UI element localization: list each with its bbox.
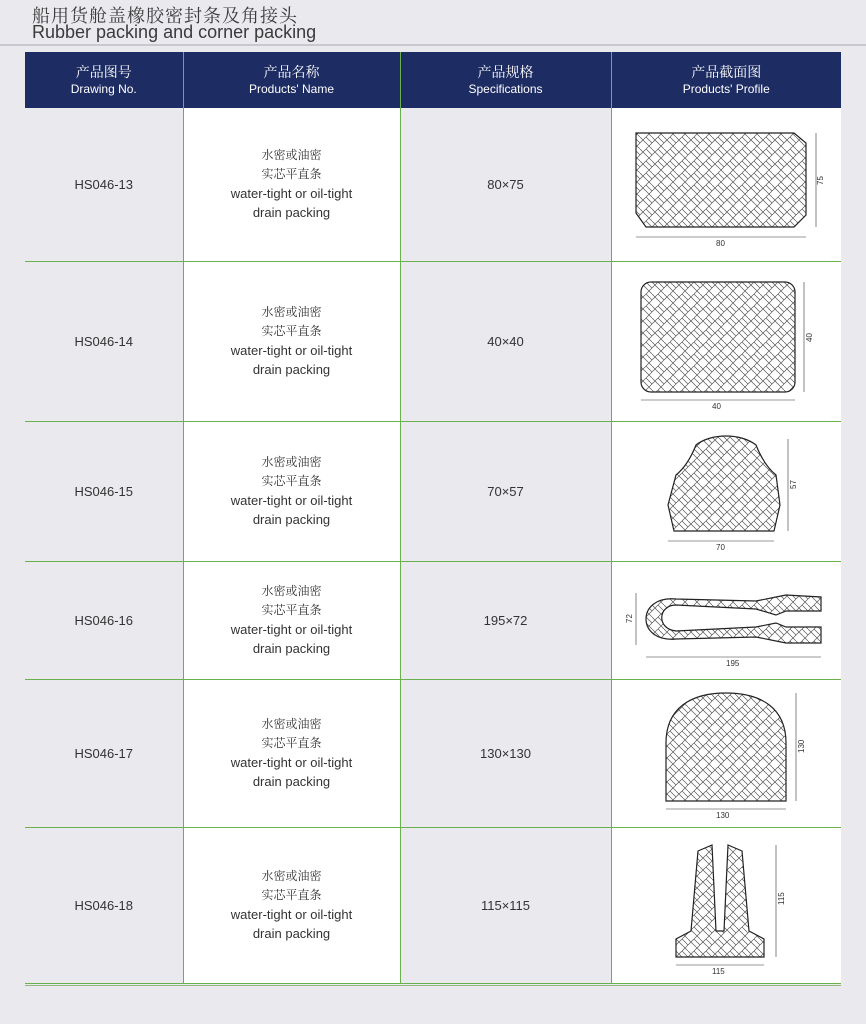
product-name-en: drain packing [252, 774, 331, 789]
drawing-number: HS046-15 [25, 421, 183, 561]
product-name [183, 827, 400, 983]
drawing-number: HS046-17 [25, 679, 183, 827]
product-name-en: water-tight or oil-tight [230, 493, 353, 508]
profile-drawing [611, 261, 841, 421]
product-name-en: drain packing [252, 926, 331, 941]
product-name-en: water-tight or oil-tight [230, 186, 353, 202]
column-header-en: Drawing No. [70, 81, 137, 96]
table-row [25, 261, 841, 421]
dimension-width: 115 [712, 966, 726, 976]
product-name [183, 561, 400, 679]
dimension-width: 195 [726, 658, 740, 668]
specification: 130×130 [400, 679, 611, 827]
dimension-width: 130 [716, 810, 730, 820]
product-name-cn: 实芯平直条 [261, 167, 322, 182]
column-header-cn: 产品图号 [75, 64, 132, 81]
dimension-height: 57 [789, 479, 799, 489]
product-name-cn: 水密或油密 [261, 869, 322, 883]
profile-drawing [611, 679, 841, 827]
column-header-cn: 产品截面图 [691, 64, 762, 81]
product-name-en: drain packing [252, 641, 331, 656]
product-name-en: water-tight or oil-tight [230, 343, 353, 358]
product-name [183, 679, 400, 827]
drawing-number: HS046-18 [25, 827, 183, 983]
product-name-en: water-tight or oil-tight [230, 622, 353, 637]
product-name-en: drain packing [252, 512, 331, 527]
table-row [25, 827, 841, 983]
specification: 80×75 [400, 108, 611, 261]
dimension-width: 40 [712, 401, 722, 410]
dimension-height: 40 [805, 332, 815, 342]
drawing-number: HS046-16 [25, 561, 183, 679]
page-title-en: Rubber packing and corner packing [32, 22, 317, 42]
column-header-drawing-no [25, 52, 183, 108]
product-name-cn: 实芯平直条 [261, 603, 322, 617]
product-name-cn: 实芯平直条 [261, 888, 322, 902]
column-header-specifications [400, 52, 611, 108]
specification: 40×40 [400, 261, 611, 421]
profile-drawing [611, 561, 841, 679]
specification: 70×57 [400, 421, 611, 561]
product-name-cn: 实芯平直条 [261, 736, 322, 750]
product-name-cn: 实芯平直条 [261, 324, 322, 338]
dimension-height: 72 [625, 613, 635, 623]
product-name-en: water-tight or oil-tight [230, 907, 353, 922]
product-name-en: drain packing [252, 362, 331, 377]
column-header-profile [611, 52, 841, 108]
product-name-cn: 水密或油密 [261, 717, 322, 731]
product-name-en: water-tight or oil-tight [230, 755, 353, 770]
profile-drawing [611, 108, 841, 261]
profile-diagram [616, 113, 836, 253]
profile-diagram [616, 683, 836, 821]
product-name-cn: 水密或油密 [261, 148, 322, 163]
drawing-number: HS046-14 [25, 261, 183, 421]
profile-diagram [616, 569, 836, 669]
dimension-height: 75 [816, 175, 826, 185]
product-name-cn: 实芯平直条 [261, 474, 322, 488]
profile-diagram [616, 270, 836, 410]
profile-drawing [611, 827, 841, 983]
column-header-name [183, 52, 400, 108]
product-table [25, 52, 841, 984]
product-name [183, 108, 400, 261]
title-divider [0, 44, 866, 46]
bottom-divider [25, 985, 841, 986]
table-header-row [25, 52, 841, 108]
table-row [25, 561, 841, 679]
profile-diagram [616, 425, 836, 555]
profile-diagram [616, 831, 836, 977]
table-row [25, 108, 841, 261]
column-header-cn: 产品规格 [477, 64, 534, 81]
dimension-height: 130 [797, 739, 807, 753]
column-header-en: Specifications [468, 81, 543, 96]
dimension-width: 70 [716, 542, 726, 552]
table-row [25, 421, 841, 561]
specification: 115×115 [400, 827, 611, 983]
specification: 195×72 [400, 561, 611, 679]
product-name-cn: 水密或油密 [261, 305, 322, 319]
table-row [25, 679, 841, 827]
page-title-cn: 船用货舱盖橡胶密封条及角接头 [32, 6, 298, 27]
drawing-number: HS046-13 [25, 108, 183, 261]
column-header-en: Products' Name [249, 81, 334, 96]
product-name [183, 421, 400, 561]
product-name [183, 261, 400, 421]
column-header-cn: 产品名称 [263, 64, 320, 81]
product-name-cn: 水密或油密 [261, 455, 322, 469]
dimension-width: 80 [716, 238, 726, 248]
dimension-height: 115 [777, 891, 787, 905]
product-name-cn: 水密或油密 [261, 584, 322, 598]
column-header-en: Products' Profile [682, 81, 770, 96]
product-name-en: drain packing [252, 205, 331, 221]
profile-drawing [611, 421, 841, 561]
